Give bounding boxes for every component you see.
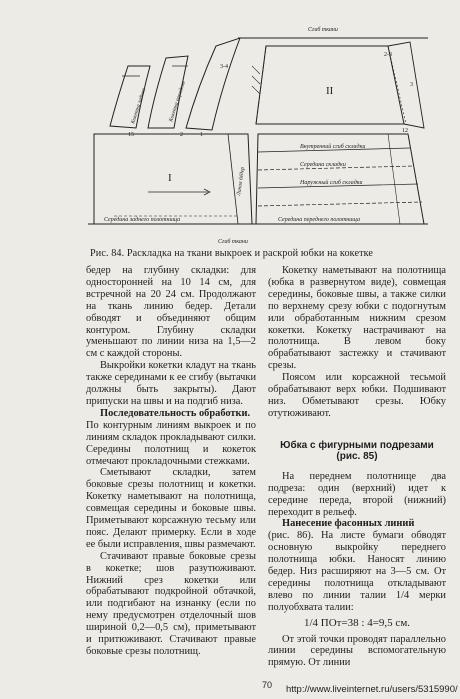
- piece-2-label: II: [326, 85, 334, 97]
- piece-1-label: I: [168, 172, 172, 184]
- paragraph: (рис. 86). На листе бумаги обводят основную выкройку переднего полотнища юбки. Наносят линию бедер. Низ расширяют на 3—5 см. От середины полотнища откладывают влево по линии талии 1/4 мерки полуобхвата талии:: [268, 530, 446, 613]
- num-2-3: 2-3: [384, 52, 392, 58]
- num-3-4: 3-4: [220, 64, 228, 70]
- num-15: 15: [128, 132, 134, 138]
- num-3: 3: [410, 82, 413, 88]
- num-2: 2: [180, 132, 183, 138]
- page-number: 70: [262, 680, 273, 690]
- yoke-front-label: Кокетка передняя: [168, 80, 188, 123]
- formula: 1/4 ПОт=38 : 4=9,5 см.: [303, 616, 411, 629]
- middle-fold-label: Середина складки: [300, 162, 346, 168]
- inner-fold-label: Внутренний сгиб складки: [300, 144, 366, 150]
- paragraph: Выкройки кокетки кладут на ткань также серединами к ее сгибу (вытачки должны быть закрыты). Дают припуски на швы и на подгиб низа.: [86, 360, 256, 407]
- num-1: 1: [200, 132, 203, 138]
- right-column: [268, 265, 446, 669]
- watermark-url: http://www.liveinternet.ru/users/5315990/: [286, 684, 458, 695]
- yoke-back-label: Кокетка задняя: [130, 87, 148, 125]
- section-title: [268, 440, 446, 463]
- paragraph: Стачивают правые боковые срезы в кокетке; шов разутюживают. Нижний срез кокетки или обрабатывают подкройной обтачкой, или подгибают на изнанку (если по нему предусмотрен отделочный шов шириной 0,2—0,5 см), приметывают и притюживают. Стачивают правые боковые срезы полотнищ.: [86, 550, 256, 657]
- section-heading: Последовательность обработки.: [100, 407, 251, 419]
- paragraph: бедер на глубину складки: для односторонней на 10 14 см, для встречной на 20 24 см. Продолжают на ткань линию бедер. Детали обводят и объединяют общим контуром. Глубину складки уменьшают по линии низа на 1,5—2 см с каждой стороны.: [86, 265, 256, 360]
- outer-fold-label: Наружный сгиб складки: [300, 180, 363, 186]
- paragraph: Поясом или корсажной тесьмой обрабатывают верх юбки. Подшивают низ. Обметывают срезы. Юбку отутюживают.: [268, 372, 446, 419]
- figure-caption: Рис. 84. Раскладка на ткани выкроек и раскрой юбки на кокетке: [90, 248, 374, 259]
- pattern-layout-figure: [88, 16, 430, 248]
- paragraph: По контурным линиям выкроек и по линиям складок прокладывают силки. Середины полотнищ и кокеток отмечают прокладочными стежками.: [86, 419, 256, 467]
- hip-line-label: Линия бёдер: [236, 166, 247, 197]
- subsection-heading: Нанесение фасонных линий: [282, 518, 415, 530]
- paragraph: Сметывают складки, затем боковые срезы полотнищ и кокетки. Кокетку наметывают на полотнища, совмещая середины и боковые швы. Приметывают корсажную тесьму или пояс. Делают примерку. Если в ходе ее были исправления, швы размечают.: [86, 467, 256, 550]
- paragraph: От этой точки проводят параллельно линии середины вспомогательную прямую. От линии: [268, 633, 446, 669]
- front-center-label: Середина переднего полотнища: [278, 217, 360, 223]
- pattern-layout-diagram: [88, 16, 430, 248]
- paragraph: Кокетку наметывают на полотнища (юбка в развернутом виде), совмещая середины, боковые швы, а также силки по верхнему срезу юбки с подогнутым или обработанным нижним срезом кокетки. Кокетку настрачивают на полотнища. В левом боку обрабатывают застежку и стачивают срезы.: [268, 265, 446, 372]
- paragraph: На переднем полотнище два подреза: один (верхний) идет к середине переда, второй (нижний) переходит в рельеф.: [268, 470, 446, 518]
- back-center-label: Середина заднего полотнища: [104, 217, 181, 223]
- fold-top-label: Сгиб ткани: [308, 27, 338, 33]
- num-12: 12: [402, 128, 408, 134]
- section-title-ref: (рис. 85): [336, 451, 378, 463]
- left-column: [86, 265, 256, 658]
- section-title-text: Юбка с фигурными подрезами: [280, 439, 434, 451]
- fold-bottom-label: Сгиб ткани: [218, 239, 248, 245]
